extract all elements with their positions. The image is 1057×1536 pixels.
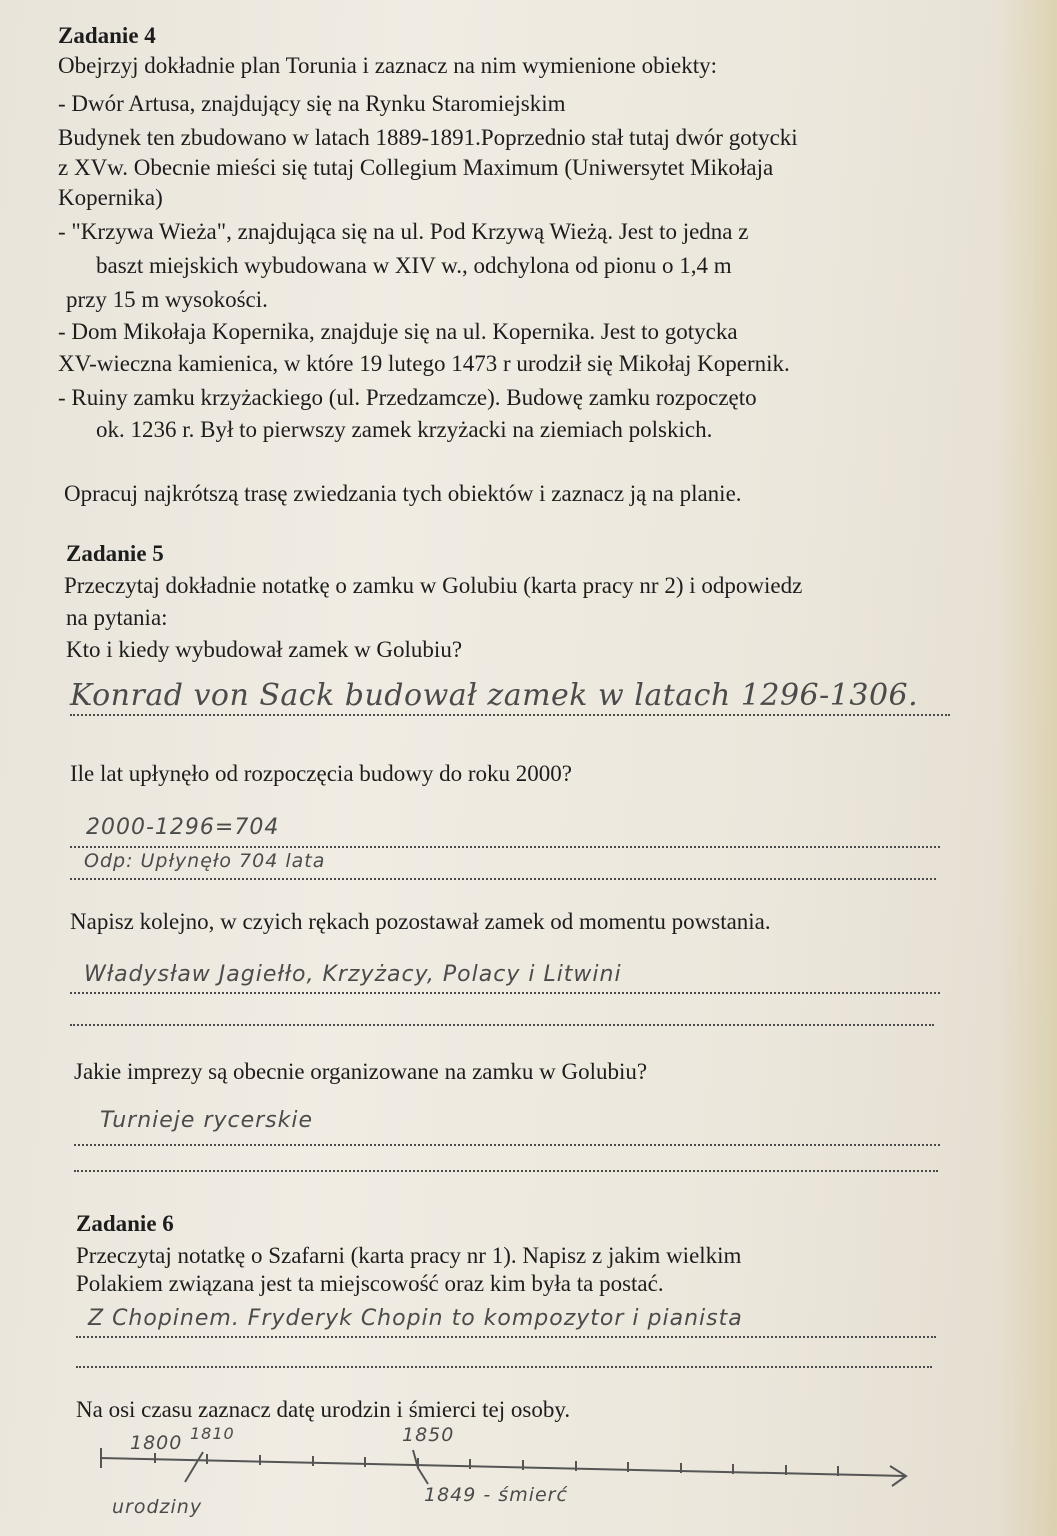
task4-line: - Dwór Artusa, znajdujący się na Rynku Staromiejskim — [58, 91, 566, 116]
answer-line — [70, 714, 950, 716]
answer-line — [76, 1366, 932, 1368]
answer-line — [74, 1144, 940, 1146]
task6-intro: Polakiem związana jest ta miejscowość oraz kim była ta postać. — [76, 1271, 664, 1296]
task5-question-1: Kto i kiedy wybudował zamek w Golubiu? — [66, 637, 463, 662]
task4-line: Kopernika) — [58, 185, 163, 210]
task4-line: Obejrzyj dokładnie plan Torunia i zaznacz na nim wymienione obiekty: — [58, 53, 718, 78]
task5-answer-2-calc[interactable]: 2000-1296=704 — [86, 815, 280, 840]
timeline-axis — [100, 1458, 906, 1486]
answer-line — [76, 1336, 936, 1338]
task5-question-2: Ile lat upłynęło od rozpoczęcia budowy do roku 2000? — [70, 761, 573, 786]
timeline-label-1850: 1850 — [402, 1424, 455, 1446]
answer-line — [74, 1170, 938, 1172]
task5-answer-3[interactable]: Władysław Jagiełło, Krzyżacy, Polacy i Litwini — [84, 962, 622, 987]
task4-line: Budynek ten zbudowano w latach 1889-1891.Poprzednio stał tutaj dwór gotycki — [58, 125, 798, 150]
task5-intro: na pytania: — [66, 605, 168, 630]
task6-timeline-prompt: Na osi czasu zaznacz datę urodzin i śmierci tej osoby. — [76, 1397, 571, 1422]
death-marker — [413, 1450, 428, 1484]
timeline-ticks — [101, 1448, 838, 1476]
task4-line: ok. 1236 r. Był to pierwszy zamek krzyżacki na ziemiach polskich. — [96, 417, 713, 442]
task6-answer-1[interactable]: Z Chopinem. Fryderyk Chopin to kompozytor i pianista — [88, 1306, 743, 1331]
birth-marker — [185, 1452, 203, 1482]
task5-answer-4[interactable]: Turnieje rycerskie — [100, 1108, 314, 1133]
task4-line: baszt miejskich wybudowana w XIV w., odchylona od pionu o 1,4 m — [96, 253, 732, 278]
answer-line — [70, 992, 940, 994]
task4-line: XV-wieczna kamienica, w które 19 lutego 1473 r urodził się Mikołaj Kopernik. — [58, 351, 790, 376]
task6-heading: Zadanie 6 — [76, 1211, 174, 1236]
answer-line — [70, 878, 936, 880]
task4-line: - "Krzywa Wieża", znajdująca się na ul. Pod Krzywą Wieżą. Jest to jedna z — [58, 219, 749, 244]
task5-answer-1[interactable]: Konrad von Sack budował zamek w latach 1296-1306. — [70, 678, 919, 713]
timeline-label-1800: 1800 — [130, 1432, 183, 1454]
task6-intro: Przeczytaj notatkę o Szafarni (karta pracy nr 1). Napisz z jakim wielkim — [76, 1243, 742, 1268]
timeline-label-1810: 1810 — [190, 1424, 235, 1443]
answer-line — [70, 1024, 934, 1026]
task5-answer-2-text[interactable]: Odp: Upłynęło 704 lata — [84, 850, 326, 872]
task5-heading: Zadanie 5 — [66, 541, 164, 566]
task4-route-instruction: Opracuj najkrótszą trasę zwiedzania tych obiektów i zaznacz ją na planie. — [64, 481, 742, 506]
task4-line: przy 15 m wysokości. — [66, 287, 268, 312]
timeline-birth-label: urodziny — [112, 1496, 203, 1518]
page-edge-shadow — [997, 0, 1057, 1536]
task4-line: - Dom Mikołaja Kopernika, znajduje się na ul. Kopernika. Jest to gotycka — [58, 319, 738, 344]
answer-line — [70, 846, 940, 848]
task4-line: - Ruiny zamku krzyżackiego (ul. Przedzamcze). Budowę zamku rozpoczęto — [58, 385, 757, 410]
task5-intro: Przeczytaj dokładnie notatkę o zamku w Golubiu (karta pracy nr 2) i odpowiedz — [64, 573, 803, 598]
task5-question-3: Napisz kolejno, w czyich rękach pozostawał zamek od momentu powstania. — [70, 909, 771, 934]
task5-question-4: Jakie imprezy są obecnie organizowane na zamku w Golubiu? — [74, 1059, 648, 1084]
task4-heading: Zadanie 4 — [58, 23, 156, 48]
timeline-death-label: 1849 - śmierć — [424, 1484, 568, 1506]
task4-line: z XVw. Obecnie mieści się tutaj Collegium Maximum (Uniwersytet Mikołaja — [58, 155, 774, 180]
